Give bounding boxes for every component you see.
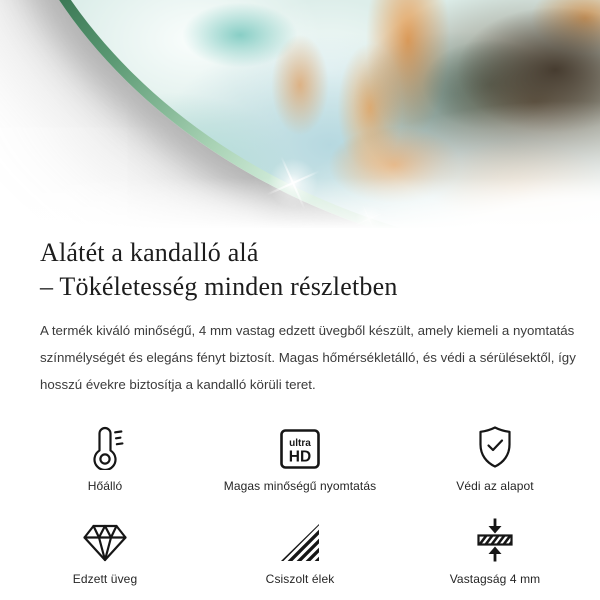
feature-thickness: [430, 515, 560, 586]
feature-label: Edzett üveg: [72, 572, 138, 586]
ultra-hd-icon: [279, 422, 321, 470]
intro-paragraph: [40, 317, 576, 398]
feature-label: Magas minőségű nyomtatás: [223, 479, 377, 493]
page-title: [40, 236, 560, 304]
shield-check-icon: [475, 422, 515, 470]
hero-white-fade: [0, 0, 600, 228]
feature-polished-edges: [170, 515, 430, 586]
feature-label: Vastagság 4 mm: [449, 572, 541, 586]
feature-heat-resistant: [40, 422, 170, 493]
thickness-icon: [475, 515, 515, 563]
intro-line: hosszú évekre biztosítja a kandalló körüli teret.: [40, 377, 316, 392]
feature-protects-base: [430, 422, 560, 493]
feature-ultra-hd-print: [170, 422, 430, 493]
feature-tempered-glass: [40, 515, 170, 586]
intro-line: A termék kiváló minőségű, 4 mm vastag edzett üvegből készült, amely kiemeli a nyomtatás: [40, 323, 575, 338]
intro-line: színmélységét és elegáns fényt biztosít. Magas hőmérsékletálló, és védi a sérülésektől, így: [40, 350, 576, 365]
feature-label: Csiszolt élek: [265, 572, 335, 586]
svg-text:HD: HD: [288, 448, 312, 466]
polished-edges-icon: [279, 515, 321, 563]
feature-label: Hőálló: [87, 479, 123, 493]
content-section: [0, 228, 600, 398]
feature-label: Védi az alapot: [456, 479, 534, 493]
title-line-2: – Tökéletesség minden részletben: [40, 272, 398, 301]
diamond-icon: [81, 515, 129, 563]
product-hero-image: [0, 0, 600, 228]
title-line-1: Alátét a kandalló alá: [40, 238, 259, 267]
svg-text:ultra: ultra: [289, 438, 311, 449]
thermometer-icon: [85, 422, 125, 470]
feature-grid: [40, 422, 560, 586]
